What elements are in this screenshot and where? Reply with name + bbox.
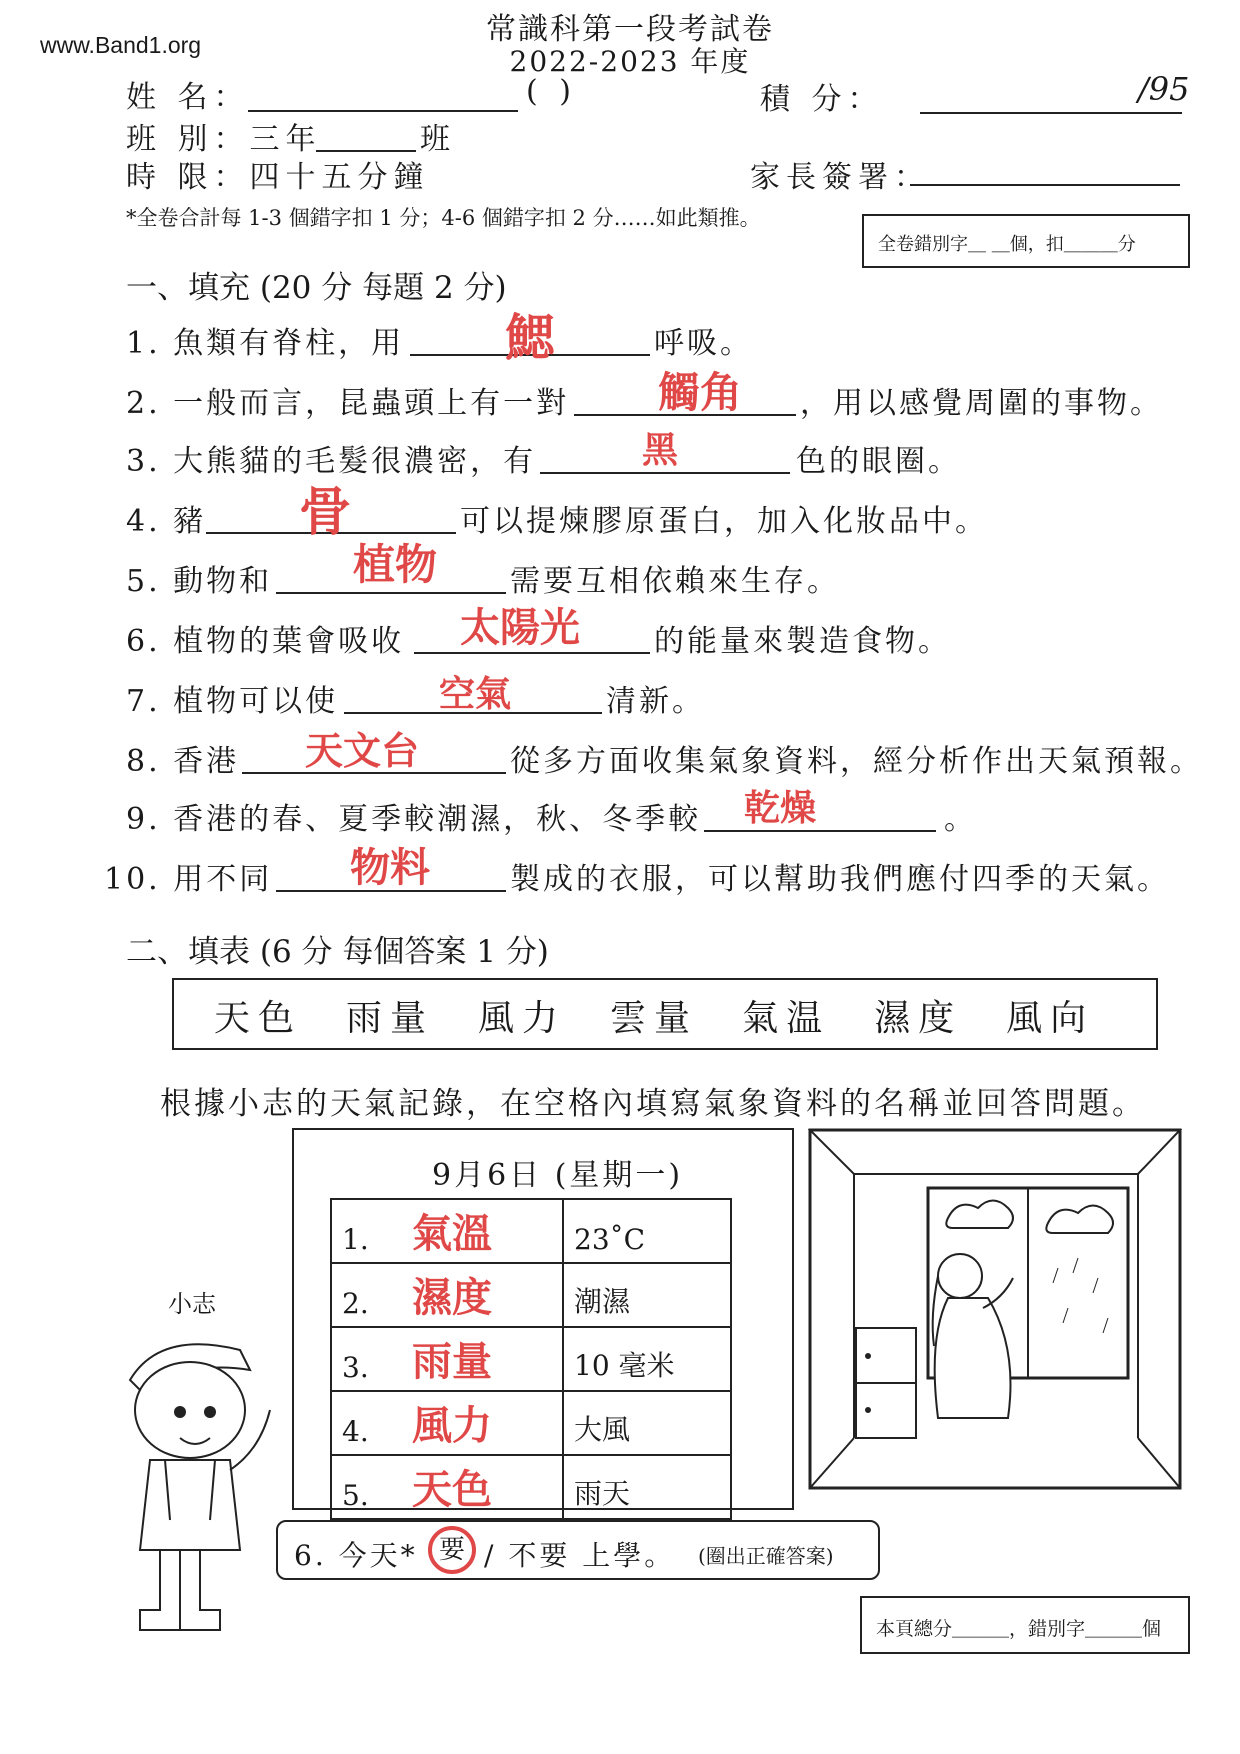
exam-year: 2022-2023 年度 (509, 45, 751, 78)
deduction-note: *全卷合計每 1-3 個錯字扣 1 分；4-6 個錯字扣 2 分……如此類推。 (126, 206, 761, 230)
q5-answer: 植物 (352, 540, 437, 589)
q4-answer: 骨 (298, 483, 351, 543)
parent-signature-field[interactable] (910, 184, 1180, 186)
q6-prefix: 6. 今天* (294, 1539, 418, 1572)
q5-blank[interactable] (276, 592, 506, 594)
time-limit: 時 限：四十五分鐘 (126, 160, 430, 195)
q3: 3. 大熊貓的毛髮很濃密，有 (126, 444, 537, 479)
name-field[interactable] (248, 110, 518, 112)
row4-label[interactable]: 4. 風力 (331, 1391, 563, 1455)
q8-answer: 天文台 (304, 729, 419, 773)
boy-illustration (110, 1320, 290, 1640)
row3-value: 10 毫米 (563, 1327, 731, 1391)
score-label: 積 分： (760, 82, 884, 117)
row4-answer: 風力 (412, 1403, 492, 1449)
q10-answer: 物料 (350, 845, 430, 891)
row1-value: 23˚C (563, 1199, 731, 1263)
row2-answer: 濕度 (412, 1275, 492, 1321)
row2-label[interactable]: 2. 濕度 (331, 1263, 563, 1327)
q3-answer: 黑 (641, 430, 678, 471)
row5-label[interactable]: 5. 天色 (331, 1455, 563, 1519)
q1: 1. 魚類有脊柱，用 (126, 326, 405, 361)
q10-after: 製成的衣服，可以幫助我們應付四季的天氣。 (510, 862, 1170, 897)
row1-answer: 氣溫 (412, 1211, 492, 1257)
q6-note: (圈出正確答案) (698, 1544, 834, 1568)
class-number-paren: ( ) (526, 74, 577, 109)
row5-value: 雨天 (563, 1455, 731, 1519)
q9-answer: 乾燥 (743, 788, 816, 829)
score-total: /95 (1138, 70, 1190, 108)
q8: 8. 香港 (126, 744, 240, 779)
q6-circle-box (276, 1520, 880, 1580)
q2-after: ，用以感覺周圍的事物。 (800, 386, 1163, 421)
q6-rest: / 不要 上學。 (484, 1539, 676, 1572)
word-bank-items: 天色 雨量 風力 雲量 氣温 濕度 風向 (214, 998, 1095, 1039)
watermark: www.Band1.org (40, 32, 202, 58)
table-row (331, 1263, 731, 1327)
section2-instruction: 根據小志的天氣記錄，在空格內填寫氣象資料的名稱並回答問題。 (160, 1086, 1146, 1122)
row2-value: 潮濕 (563, 1263, 731, 1327)
word-bank (172, 978, 1158, 1050)
q2: 2. 一般而言，昆蟲頭上有一對 (126, 386, 570, 421)
section1-heading: 一、填充 (20 分 每題 2 分) (126, 270, 507, 306)
q1-answer: 鰓 (505, 309, 555, 367)
q5-after: 需要互相依賴來生存。 (510, 564, 840, 599)
class-label: 班 別：三年 (126, 122, 322, 157)
row5-answer: 天色 (412, 1467, 492, 1513)
table-row (331, 1199, 731, 1263)
q10: 10. 用不同 (104, 862, 273, 897)
score-field[interactable] (920, 112, 1182, 114)
window-illustration (808, 1128, 1182, 1490)
typo-box-text: 全卷錯別字＿ ＿個，扣＿＿＿分 (878, 234, 1136, 255)
row1-label[interactable]: 1. 氣溫 (331, 1199, 563, 1263)
row3-answer: 雨量 (412, 1339, 492, 1385)
class-suffix: 班 (420, 122, 456, 157)
q2-answer: 觸角 (657, 368, 742, 417)
table-row (331, 1391, 731, 1455)
q6: 6. 植物的葉會吸收 (126, 624, 405, 659)
table-row (331, 1455, 731, 1519)
q4: 4. 豬 (126, 504, 207, 539)
typo-box (862, 214, 1190, 268)
table-row (331, 1327, 731, 1391)
row3-label[interactable]: 3. 雨量 (331, 1327, 563, 1391)
q4-after: 可以提煉膠原蛋白，加入化妝品中。 (460, 504, 988, 539)
name-label: 姓 名： (126, 80, 250, 115)
q7-after: 清新。 (606, 684, 705, 719)
row4-value: 大風 (563, 1391, 731, 1455)
page-score-box (860, 1596, 1190, 1654)
q5: 5. 動物和 (126, 564, 273, 599)
q1-after: 呼吸。 (654, 326, 753, 361)
q6-answer: 太陽光 (460, 605, 580, 651)
parent-signature-label: 家長簽署： (750, 160, 930, 195)
q3-after: 色的眼圈。 (796, 444, 961, 479)
q6-after: 的能量來製造食物。 (654, 624, 951, 659)
q7: 7. 植物可以使 (126, 684, 339, 719)
exam-title: 常識科第一段考試卷 (486, 12, 774, 47)
q7-answer: 空氣 (438, 674, 511, 715)
weather-table (330, 1198, 732, 1520)
q8-after: 從多方面收集氣象資料，經分析作出天氣預報。 (510, 744, 1203, 779)
section2-heading: 二、填表 (6 分 每個答案 1 分) (126, 934, 549, 970)
q9: 9. 香港的春、夏季較潮濕，秋、冬季較 (126, 802, 702, 837)
boy-label: 小志 (168, 1290, 216, 1318)
page-score-text: 本頁總分＿＿＿，錯別字＿＿＿個 (876, 1618, 1162, 1640)
q6-choice-a[interactable]: 要 (428, 1526, 476, 1574)
record-date: 9月6日 (星期一) (432, 1158, 684, 1193)
q9-after: 。 (944, 802, 977, 837)
